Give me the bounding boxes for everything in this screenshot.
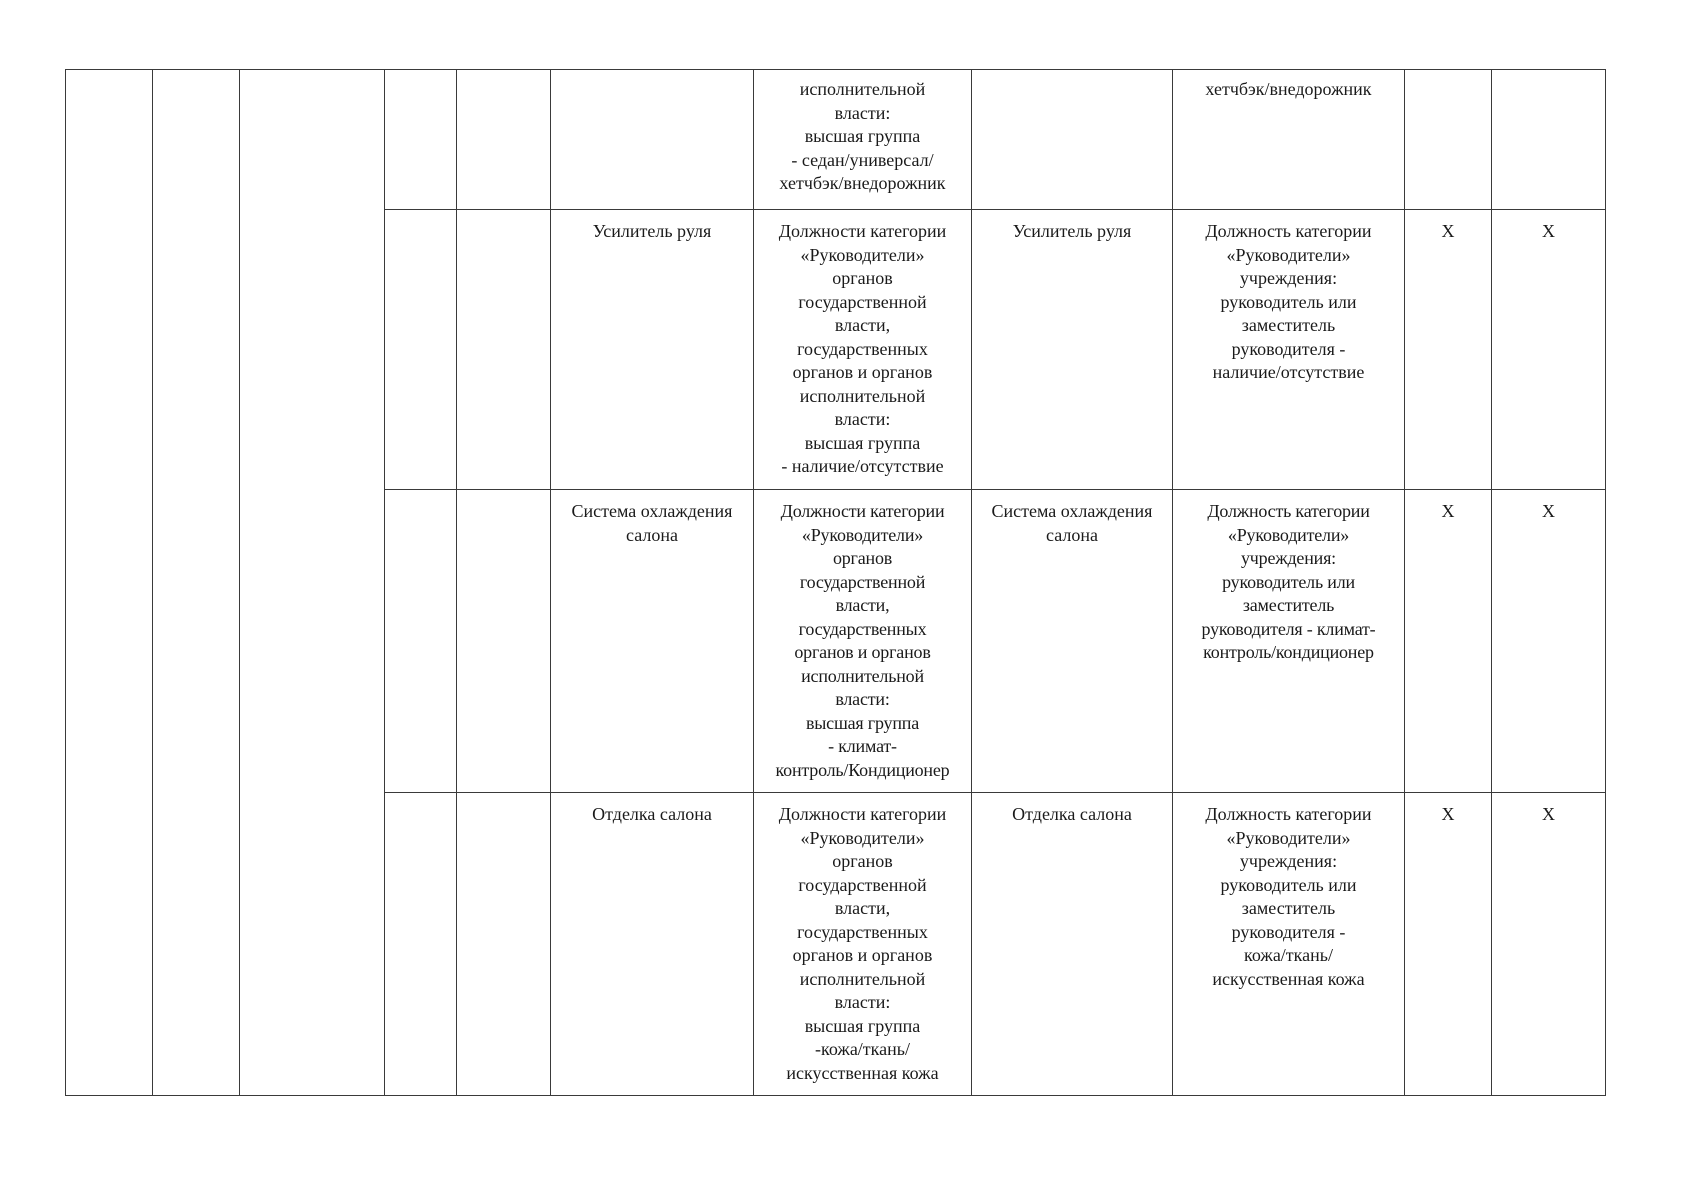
table-cell-col9: Должность категории «Руководители» учреждения: руководитель или заместитель руководителя - кожа/ткань/ искусственная кожа bbox=[1173, 793, 1405, 1096]
table-cell-col1 bbox=[66, 70, 153, 1096]
table-cell-col2 bbox=[153, 70, 240, 1096]
requirements-table bbox=[65, 69, 1606, 1096]
table-cell-col10: X bbox=[1405, 490, 1492, 793]
table-cell-col8: Усилитель руля bbox=[972, 210, 1173, 490]
table-cell-col9: хетчбэк/внедорожник bbox=[1173, 70, 1405, 210]
table-cell-col10: X bbox=[1405, 793, 1492, 1096]
table-cell-col11 bbox=[1492, 70, 1606, 210]
table-cell-col11: X bbox=[1492, 490, 1606, 793]
table-cell-col10 bbox=[1405, 70, 1492, 210]
table-row bbox=[66, 70, 1606, 210]
table-cell-col9: Должность категории «Руководители» учреждения: руководитель или заместитель руководителя - климат- контроль/кондиционер bbox=[1173, 490, 1405, 793]
table-cell-col5 bbox=[457, 490, 551, 793]
table-cell-col4 bbox=[385, 793, 457, 1096]
table-cell-col4 bbox=[385, 490, 457, 793]
table-cell-col8: Система охлаждения салона bbox=[972, 490, 1173, 793]
table-cell-col7: Должности категории «Руководители» органов государственной власти, государственных органов и органов исполнительной власти: высшая группа - климат- контроль/Кондиционер bbox=[754, 490, 972, 793]
table-cell-col7: Должности категории «Руководители» органов государственной власти, государственных органов и органов исполнительной власти: высшая группа - наличие/отсутствие bbox=[754, 210, 972, 490]
table-cell-col11: X bbox=[1492, 210, 1606, 490]
table-cell-col4 bbox=[385, 70, 457, 210]
table-cell-col4 bbox=[385, 210, 457, 490]
table-cell-col6: Система охлаждения салона bbox=[551, 490, 754, 793]
table-cell-col11: X bbox=[1492, 793, 1606, 1096]
table-cell-col5 bbox=[457, 70, 551, 210]
table-cell-col7: Должности категории «Руководители» органов государственной власти, государственных органов и органов исполнительной власти: высшая группа -кожа/ткань/ искусственная кожа bbox=[754, 793, 972, 1096]
table-cell-col8: Отделка салона bbox=[972, 793, 1173, 1096]
table-cell-col8 bbox=[972, 70, 1173, 210]
table-cell-col6 bbox=[551, 70, 754, 210]
table-cell-col10: X bbox=[1405, 210, 1492, 490]
table-cell-col6: Отделка салона bbox=[551, 793, 754, 1096]
table-cell-col3 bbox=[240, 70, 385, 1096]
table-cell-col9: Должность категории «Руководители» учреждения: руководитель или заместитель руководителя - наличие/отсутствие bbox=[1173, 210, 1405, 490]
table-cell-col6: Усилитель руля bbox=[551, 210, 754, 490]
table-cell-col7: исполнительной власти: высшая группа - седан/универсал/ хетчбэк/внедорожник bbox=[754, 70, 972, 210]
table-cell-col5 bbox=[457, 210, 551, 490]
table-cell-col5 bbox=[457, 793, 551, 1096]
